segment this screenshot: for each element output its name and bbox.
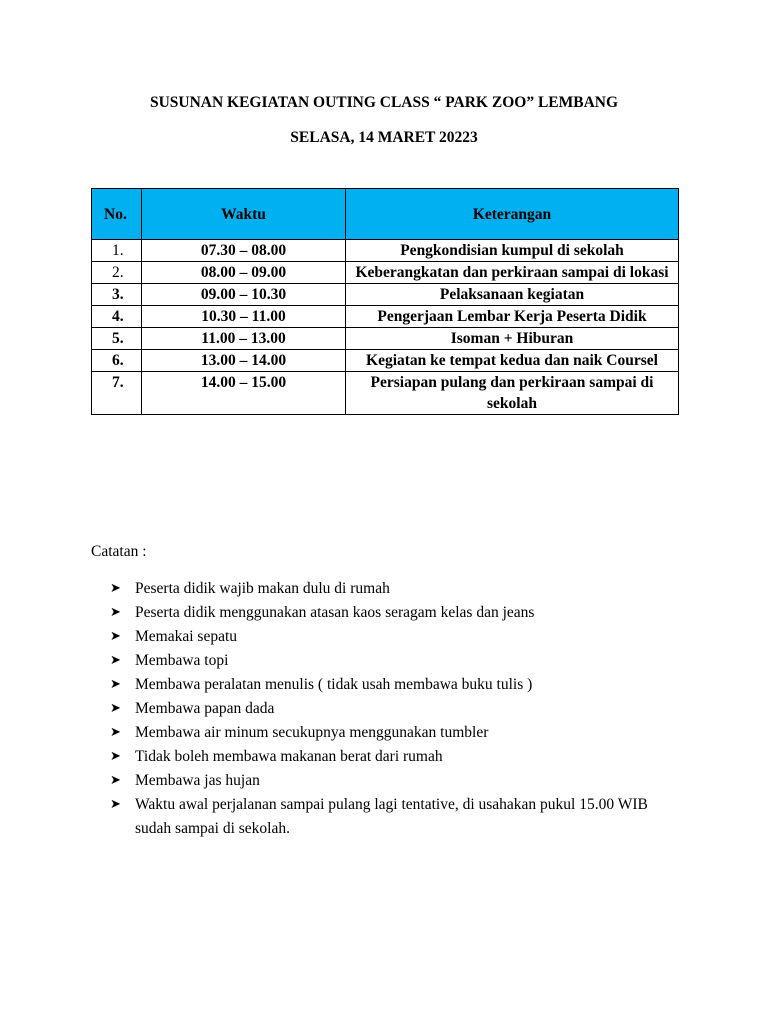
table-row (92, 328, 679, 350)
header-description: Keterangan (346, 189, 679, 240)
arrow-bullet-icon: ➤ (110, 701, 121, 716)
list-item (110, 793, 670, 841)
note-text: Peserta didik wajib makan dulu di rumah (135, 580, 390, 597)
row-number: 5. (92, 328, 142, 350)
note-text: Membawa jas hujan (135, 772, 260, 789)
list-item (110, 601, 670, 625)
row-time: 10.30 – 11.00 (142, 306, 346, 328)
table-header-row (92, 189, 679, 240)
row-number: 2. (92, 262, 142, 284)
note-text: Memakai sepatu (135, 628, 238, 645)
list-item (110, 673, 670, 697)
row-number: 3. (92, 284, 142, 306)
row-number: 1. (92, 240, 142, 262)
row-time: 11.00 – 13.00 (142, 328, 346, 350)
list-item (110, 697, 670, 721)
note-text: Tidak boleh membawa makanan berat dari rumah (135, 748, 443, 765)
row-description: Isoman + Hiburan (346, 328, 679, 350)
table-row (92, 306, 679, 328)
document-title: SUSUNAN KEGIATAN OUTING CLASS “ PARK ZOO” LEMBANG (149, 94, 619, 111)
header-time: Waktu (142, 189, 346, 240)
note-text: Peserta didik menggunakan atasan kaos seragam kelas dan jeans (135, 604, 535, 621)
row-description: Persiapan pulang dan perkiraan sampai di sekolah (346, 372, 679, 415)
document-date: SELASA, 14 MARET 20223 (290, 129, 478, 146)
note-text: Membawa peralatan menulis ( tidak usah membawa buku tulis ) (135, 676, 533, 693)
row-description: Pengkondisian kumpul di sekolah (346, 240, 679, 262)
row-time: 07.30 – 08.00 (142, 240, 346, 262)
arrow-bullet-icon: ➤ (110, 605, 121, 620)
note-text: Membawa papan dada (135, 700, 275, 717)
arrow-bullet-icon: ➤ (110, 581, 121, 596)
row-number: 6. (92, 350, 142, 372)
table-row (92, 350, 679, 372)
arrow-bullet-icon: ➤ (110, 677, 121, 692)
list-item (110, 625, 670, 649)
row-description: Kegiatan ke tempat kedua dan naik Coursel (346, 350, 679, 372)
table-row (92, 284, 679, 306)
note-text: Membawa topi (135, 652, 229, 669)
list-item (110, 721, 670, 745)
list-item (110, 649, 670, 673)
row-description: Pengerjaan Lembar Kerja Peserta Didik (346, 306, 679, 328)
row-time: 08.00 – 09.00 (142, 262, 346, 284)
arrow-bullet-icon: ➤ (110, 797, 121, 812)
notes-label: Catatan : (91, 543, 147, 560)
note-text: Membawa air minum secukupnya menggunakan tumbler (135, 724, 489, 741)
row-time: 14.00 – 15.00 (142, 372, 346, 415)
table-row (92, 372, 679, 415)
arrow-bullet-icon: ➤ (110, 653, 121, 668)
table-row (92, 262, 679, 284)
table-row (92, 240, 679, 262)
arrow-bullet-icon: ➤ (110, 725, 121, 740)
header-no: No. (92, 189, 142, 240)
arrow-bullet-icon: ➤ (110, 629, 121, 644)
row-time: 13.00 – 14.00 (142, 350, 346, 372)
row-number: 4. (92, 306, 142, 328)
arrow-bullet-icon: ➤ (110, 773, 121, 788)
list-item (110, 745, 670, 769)
arrow-bullet-icon: ➤ (110, 749, 121, 764)
note-text: Waktu awal perjalanan sampai pulang lagi tentative, di usahakan pukul 15.00 WIB sudah sampai di sekolah. (135, 796, 648, 837)
list-item (110, 577, 670, 601)
list-item (110, 769, 670, 793)
row-time: 09.00 – 10.30 (142, 284, 346, 306)
notes-list (110, 577, 670, 841)
row-description: Keberangkatan dan perkiraan sampai di lokasi (346, 262, 679, 284)
row-number: 7. (92, 372, 142, 415)
schedule-table (91, 188, 679, 415)
row-description: Pelaksanaan kegiatan (346, 284, 679, 306)
